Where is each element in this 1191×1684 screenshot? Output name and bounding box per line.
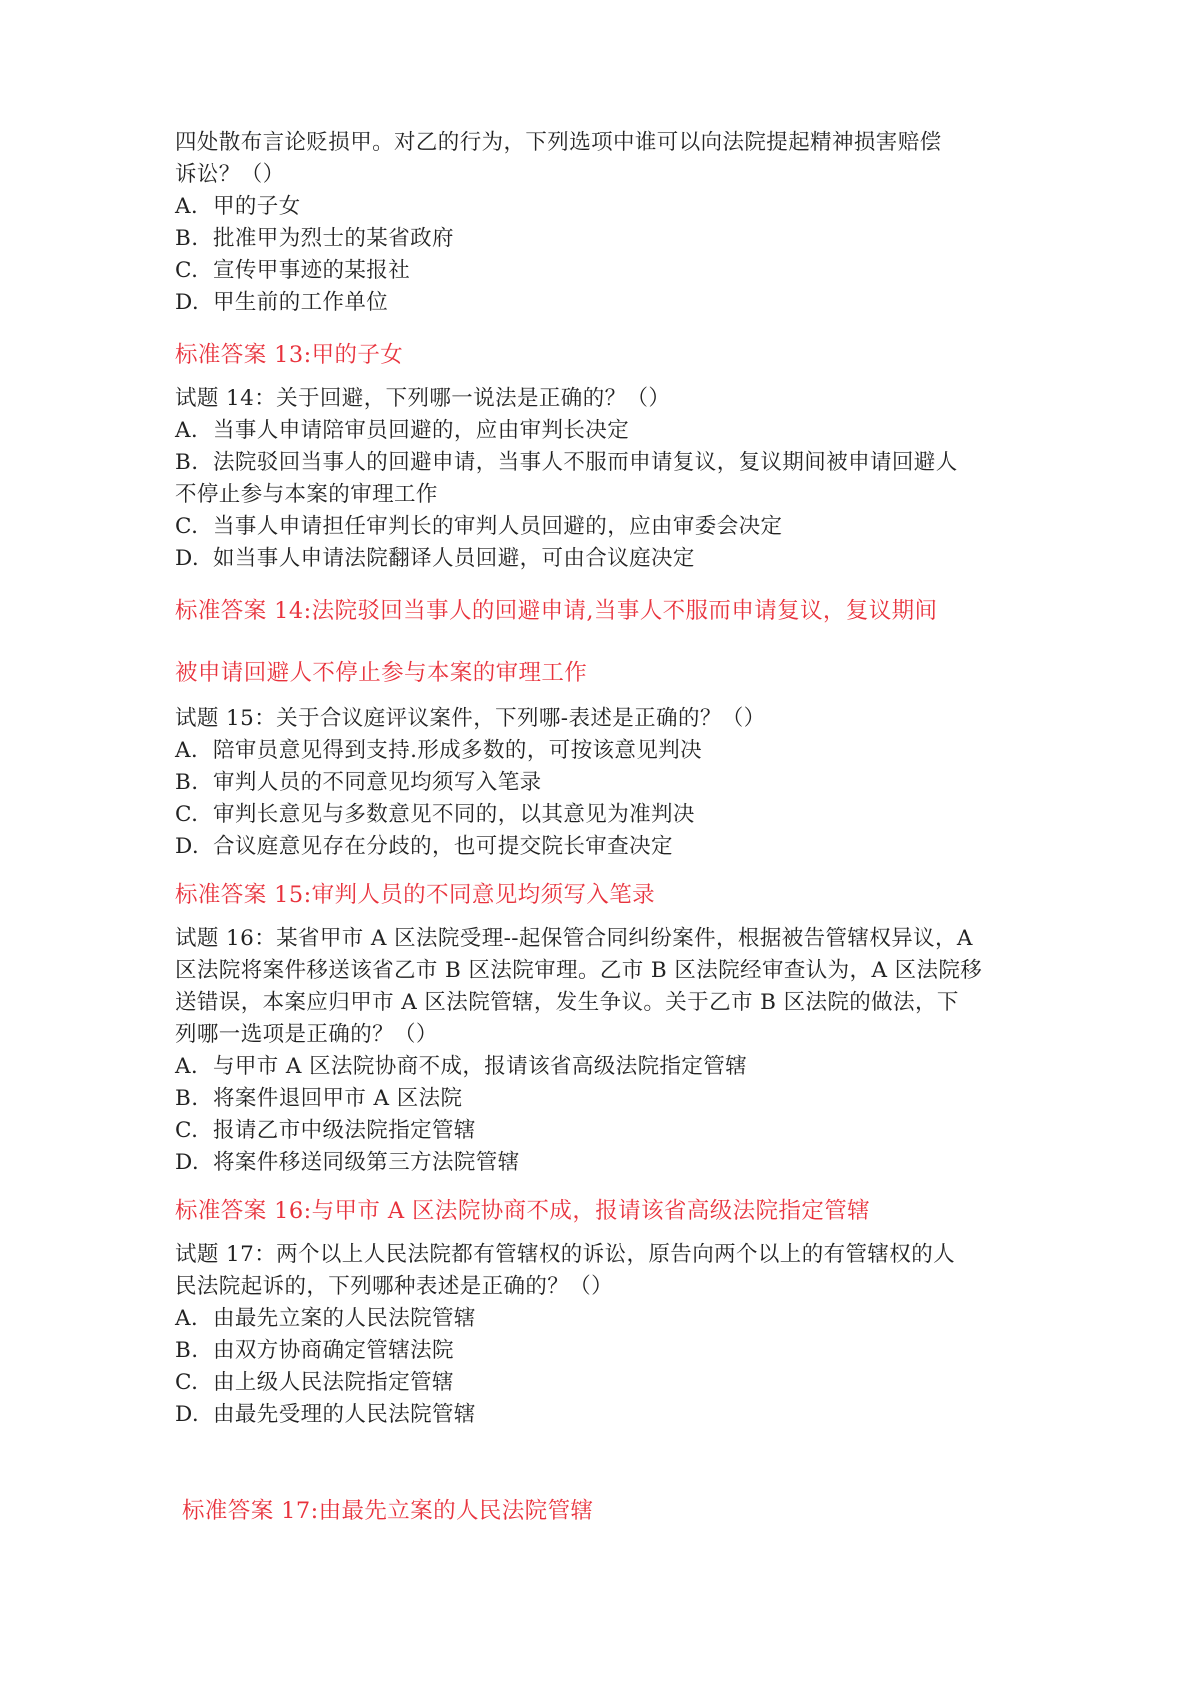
q15-option-a: A. 陪审员意见得到支持.形成多数的，可按该意见判决 xyxy=(175,738,703,763)
q16-answer: 标准答案 16:与甲市 A 区法院协商不成，报请该省高级法院指定管辖 xyxy=(175,1198,871,1224)
q16-stem-line: 试题 16：某省甲市 A 区法院受理--起保管合同纠纷案件，根据被告管辖权异议，A xyxy=(175,926,973,951)
q17-option-c: C. 由上级人民法院指定管辖 xyxy=(175,1370,454,1395)
q14-option-a: A. 当事人申请陪审员回避的，应由审判长决定 xyxy=(175,418,630,443)
q13-option-d: D. 甲生前的工作单位 xyxy=(175,290,389,315)
q16-option-a: A. 与甲市 A 区法院协商不成，报请该省高级法院指定管辖 xyxy=(175,1054,748,1079)
q17-option-b: B. 由双方协商确定管辖法院 xyxy=(175,1338,454,1363)
q13-option-c: C. 宣传甲事迹的某报社 xyxy=(175,258,411,283)
q14-answer-line2: 被申请回避人不停止参与本案的审理工作 xyxy=(175,660,588,686)
q17-stem-line: 民法院起诉的，下列哪种表述是正确的？（） xyxy=(175,1274,614,1299)
q15-stem: 试题 15：关于合议庭评议案件，下列哪-表述是正确的？（） xyxy=(175,706,766,731)
q15-option-c: C. 审判长意见与多数意见不同的，以其意见为准判决 xyxy=(175,802,695,827)
q15-option-b: B. 审判人员的不同意见均须写入笔录 xyxy=(175,770,542,795)
q14-option-c: C. 当事人申请担任审判长的审判人员回避的，应由审委会决定 xyxy=(175,514,783,539)
q16-stem-line: 送错误，本案应归甲市 A 区法院管辖，发生争议。关于乙市 B 区法院的做法，下 xyxy=(175,990,959,1015)
q14-option-d: D. 如当事人申请法院翻译人员回避，可由合议庭决定 xyxy=(175,546,695,571)
q15-option-d: D. 合议庭意见存在分歧的，也可提交院长审查决定 xyxy=(175,834,673,859)
q13-option-a: A. 甲的子女 xyxy=(175,194,301,219)
q15-answer: 标准答案 15:审判人员的不同意见均须写入笔录 xyxy=(175,882,656,908)
q14-option-b: B. 法院驳回当事人的回避申请，当事人不服而申请复议，复议期间被申请回避人 xyxy=(175,450,958,475)
q16-stem-line: 列哪一选项是正确的？（） xyxy=(175,1022,438,1047)
q13-stem-line: 四处散布言论贬损甲。对乙的行为，下列选项中谁可以向法院提起精神损害赔偿 xyxy=(175,130,942,155)
q17-option-d: D. 由最先受理的人民法院管辖 xyxy=(175,1402,476,1427)
q13-option-b: B. 批准甲为烈士的某省政府 xyxy=(175,226,454,251)
q14-stem: 试题 14：关于回避，下列哪一说法是正确的？（） xyxy=(175,386,671,411)
q17-answer: 标准答案 17:由最先立案的人民法院管辖 xyxy=(182,1498,594,1524)
q17-option-a: A. 由最先立案的人民法院管辖 xyxy=(175,1306,476,1331)
q14-option-b-cont: 不停止参与本案的审理工作 xyxy=(175,482,438,507)
q13-answer: 标准答案 13:甲的子女 xyxy=(175,342,404,368)
q17-stem-line: 试题 17：两个以上人民法院都有管辖权的诉讼，原告向两个以上的有管辖权的人 xyxy=(175,1242,955,1267)
q16-option-b: B. 将案件退回甲市 A 区法院 xyxy=(175,1086,463,1111)
q14-answer-line1: 标准答案 14:法院驳回当事人的回避申请,当事人不服而申请复议，复议期间 xyxy=(175,598,938,624)
q13-stem-line: 诉讼？（） xyxy=(175,162,285,187)
q16-option-c: C. 报请乙市中级法院指定管辖 xyxy=(175,1118,476,1143)
q16-option-d: D. 将案件移送同级第三方法院管辖 xyxy=(175,1150,520,1175)
q16-stem-line: 区法院将案件移送该省乙市 B 区法院审理。乙市 B 区法院经审查认为，A 区法院移 xyxy=(175,958,983,983)
